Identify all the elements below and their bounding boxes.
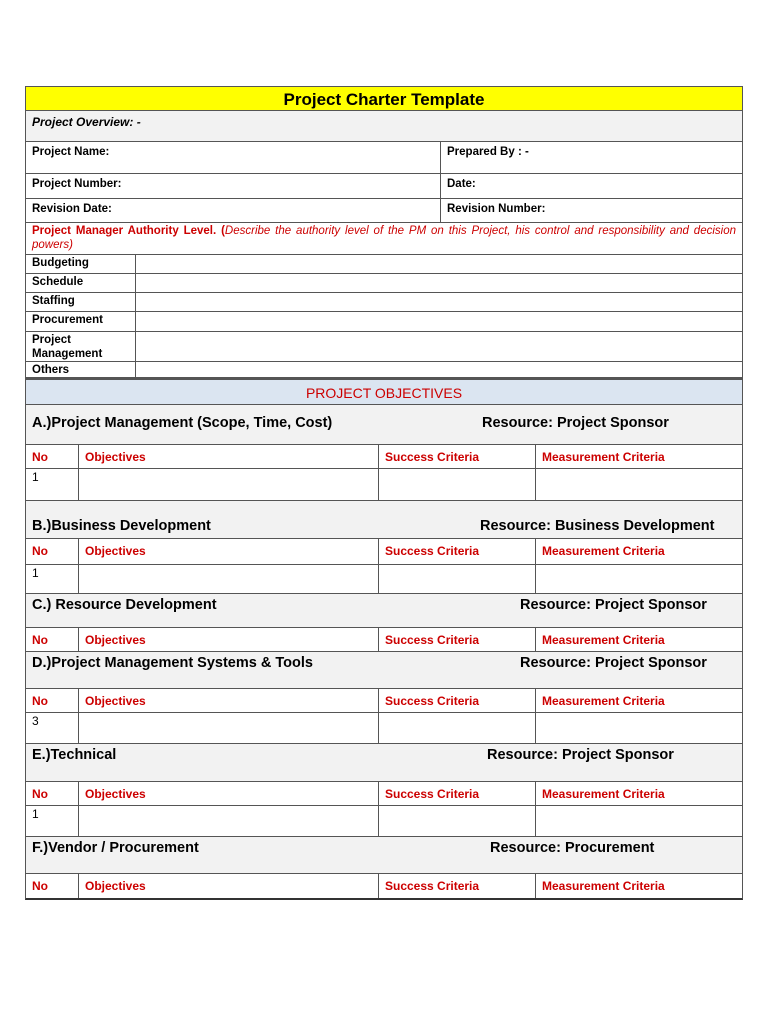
objective-cell[interactable] xyxy=(79,565,379,593)
section-a-header xyxy=(25,405,743,445)
column-measurement-criteria: Measurement Criteria xyxy=(542,694,665,708)
authority-row-project-management xyxy=(25,332,743,362)
authority-row-procurement xyxy=(25,312,743,332)
prepared-by-field[interactable]: Prepared By : - xyxy=(447,146,529,158)
section-e-header xyxy=(25,744,743,782)
column-objectives: Objectives xyxy=(79,689,379,712)
section-d-column-headers xyxy=(25,689,743,713)
authority-item-value[interactable] xyxy=(136,332,742,361)
column-success-criteria: Success Criteria xyxy=(379,445,536,468)
row-number: 1 xyxy=(26,565,79,593)
objectives-heading: PROJECT OBJECTIVES xyxy=(25,378,743,405)
section-resource: Resource: Project Sponsor xyxy=(520,655,707,671)
column-no: No xyxy=(26,628,79,651)
section-c-column-headers xyxy=(25,628,743,652)
section-b-table-row xyxy=(25,565,743,594)
authority-item-label: Staffing xyxy=(26,293,136,311)
info-row-name xyxy=(25,142,743,174)
project-number-field[interactable]: Project Number: xyxy=(26,174,441,198)
section-f-header xyxy=(25,837,743,874)
section-d-header xyxy=(25,652,743,689)
row-number: 1 xyxy=(26,806,79,836)
authority-item-value[interactable] xyxy=(136,312,742,331)
authority-row-staffing xyxy=(25,293,743,312)
charter-document xyxy=(25,86,743,900)
section-name: F.)Vendor / Procurement xyxy=(32,840,199,856)
section-resource: Resource: Project Sponsor xyxy=(520,597,707,613)
section-b-header xyxy=(25,501,743,539)
column-objectives: Objectives xyxy=(79,445,379,468)
authority-item-label: Budgeting xyxy=(26,255,136,273)
column-success-criteria: Success Criteria xyxy=(379,628,536,651)
column-success-criteria: Success Criteria xyxy=(379,539,536,564)
project-overview-label: Project Overview: - xyxy=(25,111,743,142)
section-name: A.)Project Management (Scope, Time, Cost) xyxy=(32,415,333,431)
column-measurement-criteria: Measurement Criteria xyxy=(542,633,665,647)
column-measurement-criteria: Measurement Criteria xyxy=(542,450,665,464)
column-objectives: Objectives xyxy=(79,874,379,898)
objective-cell[interactable] xyxy=(79,713,379,743)
section-resource: Resource: Project Sponsor xyxy=(482,415,669,431)
row-number: 3 xyxy=(26,713,79,743)
revision-number-field[interactable]: Revision Number: xyxy=(447,203,546,215)
authority-item-value[interactable] xyxy=(136,255,742,273)
info-row-revision xyxy=(25,199,743,223)
row-number: 1 xyxy=(26,469,79,500)
document-title: Project Charter Template xyxy=(25,86,743,111)
authority-item-value[interactable] xyxy=(136,362,742,377)
success-criteria-cell[interactable] xyxy=(379,469,536,500)
column-no: No xyxy=(26,874,79,898)
project-name-field[interactable]: Project Name: xyxy=(26,142,441,173)
authority-item-label: Schedule xyxy=(26,274,136,292)
authority-row-schedule xyxy=(25,274,743,293)
section-resource: Resource: Project Sponsor xyxy=(487,747,674,763)
section-e-column-headers xyxy=(25,782,743,806)
section-name: E.)Technical xyxy=(32,747,117,763)
section-b-column-headers xyxy=(25,539,743,565)
column-objectives: Objectives xyxy=(79,628,379,651)
section-name: B.)Business Development xyxy=(32,518,211,534)
authority-item-label: Project Management xyxy=(26,332,136,361)
measurement-criteria-cell[interactable] xyxy=(536,806,742,836)
column-measurement-criteria: Measurement Criteria xyxy=(542,544,665,558)
success-criteria-cell[interactable] xyxy=(379,713,536,743)
column-objectives: Objectives xyxy=(79,539,379,564)
authority-row-budgeting xyxy=(25,255,743,274)
column-no: No xyxy=(26,689,79,712)
success-criteria-cell[interactable] xyxy=(379,806,536,836)
column-success-criteria: Success Criteria xyxy=(379,689,536,712)
measurement-criteria-cell[interactable] xyxy=(536,565,742,593)
section-resource: Resource: Procurement xyxy=(490,840,655,856)
authority-row-others xyxy=(25,362,743,378)
column-objectives: Objectives xyxy=(79,782,379,805)
column-measurement-criteria: Measurement Criteria xyxy=(542,879,665,893)
column-success-criteria: Success Criteria xyxy=(379,782,536,805)
column-measurement-criteria: Measurement Criteria xyxy=(542,787,665,801)
authority-label: Project Manager Authority Level. xyxy=(32,225,217,237)
section-resource: Resource: Business Development xyxy=(480,518,715,534)
measurement-criteria-cell[interactable] xyxy=(536,469,742,500)
section-c-header xyxy=(25,594,743,628)
section-name: D.)Project Management Systems & Tools xyxy=(32,655,313,671)
measurement-criteria-cell[interactable] xyxy=(536,713,742,743)
section-a-table-row xyxy=(25,469,743,501)
date-field[interactable]: Date: xyxy=(447,178,476,190)
section-a-column-headers xyxy=(25,445,743,469)
section-f-column-headers xyxy=(25,874,743,900)
section-e-table-row xyxy=(25,806,743,837)
section-d-table-row xyxy=(25,713,743,744)
authority-description: Project Manager Authority Level. (Describe the authority level of the PM on this Project, his control and responsibility and decision powers) xyxy=(25,223,743,255)
objective-cell[interactable] xyxy=(79,806,379,836)
authority-item-value[interactable] xyxy=(136,274,742,292)
column-no: No xyxy=(26,445,79,468)
authority-item-value[interactable] xyxy=(136,293,742,311)
authority-item-label: Others xyxy=(26,362,136,377)
info-row-number xyxy=(25,174,743,199)
column-no: No xyxy=(26,539,79,564)
column-no: No xyxy=(26,782,79,805)
revision-date-field[interactable]: Revision Date: xyxy=(26,199,441,222)
column-success-criteria: Success Criteria xyxy=(379,874,536,898)
success-criteria-cell[interactable] xyxy=(379,565,536,593)
objective-cell[interactable] xyxy=(79,469,379,500)
authority-item-label: Procurement xyxy=(26,312,136,331)
section-name: C.) Resource Development xyxy=(32,597,217,613)
authority-hint: Describe the authority level of the PM on this Project, his control and responsibility and decision powers) xyxy=(32,225,736,251)
